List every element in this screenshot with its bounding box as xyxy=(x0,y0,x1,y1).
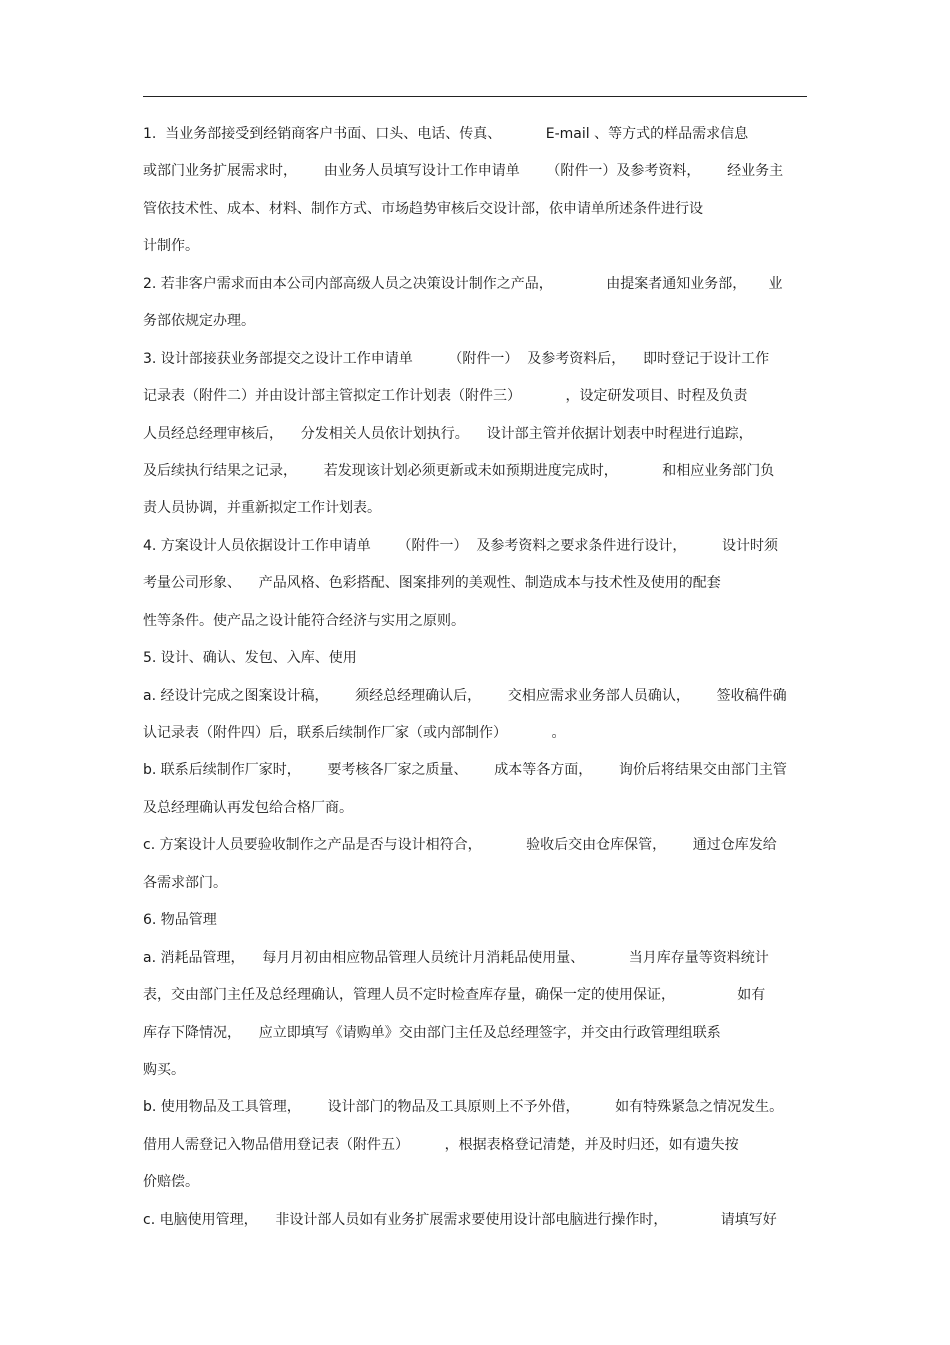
text-line: 性等条件。使产品之设计能符合经济与实用之原则。 xyxy=(143,612,465,629)
document-body xyxy=(143,118,807,1241)
text-line: 认记录表（附件四）后，联系后续制作厂家（或内部制作） 。 xyxy=(143,725,566,741)
text-line: 计制作。 xyxy=(143,238,199,255)
text-line: 1. 当业务部接受到经销商客户书面、口头、电话、传真、 E-mail 、等方式的样品需求信息 xyxy=(143,126,749,142)
section-heading: 6. 物品管理 xyxy=(143,912,217,929)
text-line: a. 消耗品管理， 每月月初由相应物品管理人员统计月消耗品使用量、 当月库存量等资料统计 xyxy=(143,949,769,966)
text-line: 管依技术性、成本、材料、制作方式、市场趋势审核后交设计部，依申请单所述条件进行设 xyxy=(143,200,703,217)
text-line: 考量公司形象、 产品风格、色彩搭配、图案排列的美观性、制造成本与技术性及使用的配套 xyxy=(143,575,721,592)
text-line: 及总经理确认再发包给合格厂商。 xyxy=(143,799,353,816)
text-line: 各需求部门。 xyxy=(143,874,227,891)
text-line: c. 方案设计人员要验收制作之产品是否与设计相符合， 验收后交由仓库保管， 通过仓库发给 xyxy=(143,837,777,854)
text-line: 库存下降情况， 应立即填写《请购单》交由部门主任及总经理签字，并交由行政管理组联系 xyxy=(143,1024,721,1041)
text-line: 记录表（附件二）并由设计部主管拟定工作计划表（附件三） ，设定研发项目、时程及负责 xyxy=(143,388,748,405)
text-line: a. 经设计完成之图案设计稿， 须经总经理确认后， 交相应需求业务部人员确认， 签收稿件确 xyxy=(143,687,787,704)
text-line: 借用人需登记入物品借用登记表（附件五） ，根据表格登记清楚，并及时归还，如有遗失按 xyxy=(143,1136,739,1153)
text-line: c. 电脑使用管理， 非设计部人员如有业务扩展需求要使用设计部电脑进行操作时， 请填写好 xyxy=(143,1211,777,1228)
text-line: 价赔偿。 xyxy=(143,1174,199,1191)
text-line: b. 使用物品及工具管理， 设计部门的物品及工具原则上不予外借， 如有特殊紧急之情况发生。 xyxy=(143,1099,784,1116)
section-heading: 5. 设计、确认、发包、入库、使用 xyxy=(143,650,357,667)
text-line: 务部依规定办理。 xyxy=(143,313,255,330)
text-line: 购买。 xyxy=(143,1061,185,1078)
text-line: 人员经总经理审核后， 分发相关人员依计划执行。 设计部主管并依据计划表中时程进行追踪， xyxy=(143,425,753,442)
text-line: 或部门业务扩展需求时， 由业务人员填写设计工作申请单 （附件一）及参考资料， 经业务主 xyxy=(143,163,784,180)
header-rule xyxy=(143,96,807,97)
text-line: 及后续执行结果之记录， 若发现该计划必须更新或未如预期进度完成时， 和相应业务部门负 xyxy=(143,462,775,479)
text-line: 2. 若非客户需求而由本公司内部高级人员之决策设计制作之产品， 由提案者通知业务部， 业 xyxy=(143,275,783,292)
text-line: 责人员协调，并重新拟定工作计划表。 xyxy=(143,500,381,517)
text-line: 表，交由部门主任及总经理确认，管理人员不定时检查库存量，确保一定的使用保证， 如有 xyxy=(143,987,766,1004)
text-line: b. 联系后续制作厂家时， 要考核各厂家之质量、 成本等各方面， 询价后将结果交由部门主管 xyxy=(143,762,787,779)
text-line: 3. 设计部接获业务部提交之设计工作申请单 （附件一） 及参考资料后， 即时登记于设计工作 xyxy=(143,350,770,367)
text-line: 4. 方案设计人员依据设计工作申请单 （附件一） 及参考资料之要求条件进行设计， 设计时须 xyxy=(143,537,779,554)
